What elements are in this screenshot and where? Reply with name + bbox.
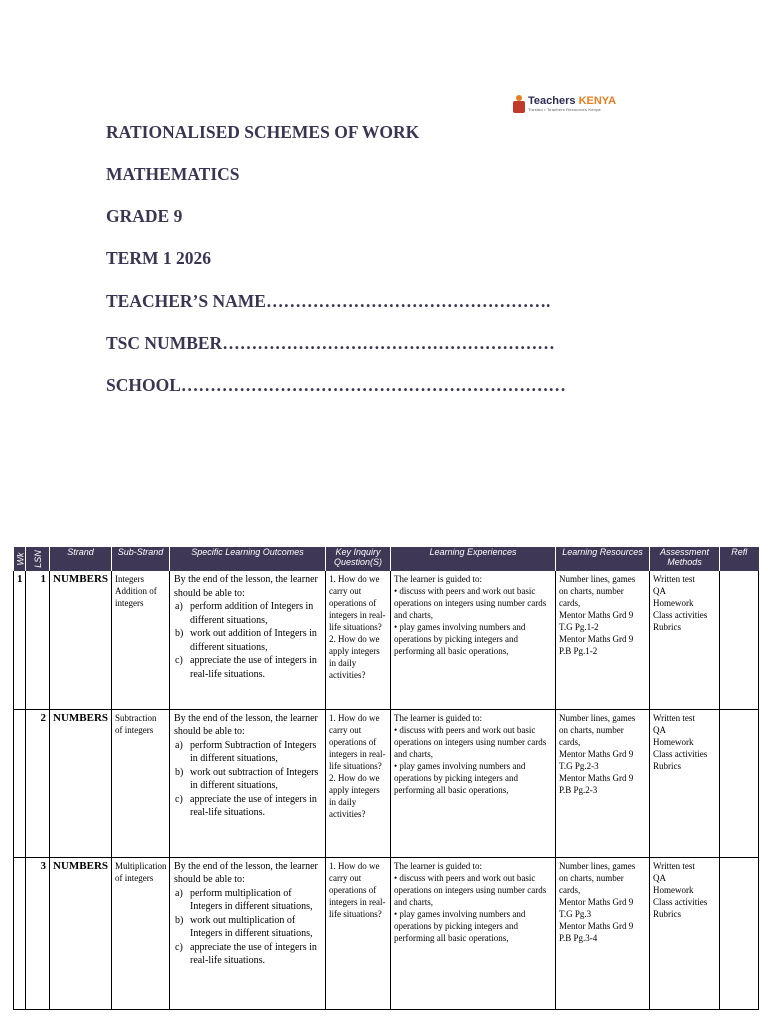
outcome-item: perform addition of Integers in different situations, — [190, 601, 314, 626]
cell-inquiry: 1. How do we carry out operations of integers in real-life situations? 2. How do we apply integers in daily activities? — [326, 571, 391, 709]
cell-reflection — [720, 857, 759, 1009]
cell-strand: NUMBERS — [50, 857, 112, 1009]
cell-strand: NUMBERS — [50, 571, 112, 709]
doc-subject: MATHEMATICS — [106, 164, 240, 184]
header-wk: Wk — [14, 547, 26, 571]
cell-resources: Number lines, games on charts, number cards, Mentor Maths Grd 9 T.G Pg.3 Mentor Maths Grd 9 P.B Pg.3-4 — [556, 857, 650, 1009]
scheme-table-container — [13, 547, 758, 1010]
outcomes-intro: By the end of the lesson, the learner should be able to: — [174, 574, 318, 599]
tsc-number-line: TSC NUMBER………………………………………………… — [106, 333, 555, 353]
cell-week: 1 — [14, 571, 26, 709]
cell-week — [14, 709, 26, 857]
outcome-item: perform multiplication of Integers in different situations, — [190, 887, 313, 912]
cell-lesson: 3 — [26, 857, 50, 1009]
cell-week — [14, 857, 26, 1009]
outcome-item: appreciate the use of integers in real-life situations. — [190, 793, 317, 818]
header-experiences: Learning Experiences — [391, 547, 556, 571]
scheme-of-work-table — [13, 547, 759, 1010]
cell-lesson: 2 — [26, 709, 50, 857]
cell-strand: NUMBERS — [50, 709, 112, 857]
header-assessment: Assessment Methods — [650, 547, 720, 571]
cell-outcomes — [170, 709, 326, 857]
table-row — [14, 709, 759, 857]
doc-grade: GRADE 9 — [106, 206, 183, 226]
logo-brand: Teachers KENYA — [528, 95, 617, 107]
teacher-name-line: TEACHER’S NAME…………………………………………. — [106, 291, 551, 311]
cell-outcomes — [170, 571, 326, 709]
outcome-item: perform Subtraction of Integers in different situations, — [190, 739, 317, 764]
cell-reflection — [720, 571, 759, 709]
cell-experiences: The learner is guided to: • discuss with peers and work out basic operations on integers using number cards and charts, • play games involving numbers and operations by picking integers and performing all basic operations, — [391, 571, 556, 709]
cell-outcomes — [170, 857, 326, 1009]
cell-inquiry: 1. How do we carry out operations of integers in real-life situations? — [326, 857, 391, 1009]
cell-assessment: Written test QA Homework Class activities Rubrics — [650, 857, 720, 1009]
cell-resources: Number lines, games on charts, number cards, Mentor Maths Grd 9 T.G Pg.1-2 Mentor Maths Grd 9 P.B Pg.1-2 — [556, 571, 650, 709]
teachers-kenya-logo — [513, 93, 623, 115]
cell-resources: Number lines, games on charts, number cards, Mentor Maths Grd 9 T.G Pg.2-3 Mentor Maths Grd 9 P.B Pg.2-3 — [556, 709, 650, 857]
header-resources: Learning Resources — [556, 547, 650, 571]
school-line: SCHOOL………………………………………………………… — [106, 375, 566, 395]
header-refl: Refl — [720, 547, 759, 571]
cell-sub-strand: Subtraction of integers — [112, 709, 170, 857]
outcome-item: appreciate the use of integers in real-life situations. — [190, 655, 317, 680]
header-inquiry: Key Inquiry Question(S) — [326, 547, 391, 571]
outcome-item: appreciate the use of integers in real-life situations. — [190, 941, 317, 966]
table-row — [14, 857, 759, 1009]
outcome-item: work out addition of Integers in different situations, — [190, 628, 317, 653]
outcome-item: work out multiplication of Integers in different situations, — [190, 914, 313, 939]
table-row — [14, 571, 759, 709]
cell-assessment: Written test QA Homework Class activities Rubrics — [650, 571, 720, 709]
header-outcomes: Specific Learning Outcomes — [170, 547, 326, 571]
cell-reflection — [720, 709, 759, 857]
header-lsn: LSN — [26, 547, 50, 571]
cell-sub-strand: Multiplication of integers — [112, 857, 170, 1009]
cell-experiences: The learner is guided to: • discuss with peers and work out basic operations on integers using number cards and charts, • play games involving numbers and operations by picking integers and performing all basic operations, — [391, 709, 556, 857]
cell-lesson: 1 — [26, 571, 50, 709]
cell-inquiry: 1. How do we carry out operations of integers in real-life situations? 2. How do we apply integers in daily activities? — [326, 709, 391, 857]
logo-tagline: Trusted • Teachers Resources Kenya — [528, 107, 601, 112]
outcomes-intro: By the end of the lesson, the learner should be able to: — [174, 860, 318, 885]
cell-assessment: Written test QA Homework Class activities Rubrics — [650, 709, 720, 857]
logo-teacher-icon — [513, 95, 525, 113]
cell-experiences: The learner is guided to: • discuss with peers and work out basic operations on integers using number cards and charts, • play games involving numbers and operations by picking integers and performing all basic operations, — [391, 857, 556, 1009]
header-sub-strand: Sub-Strand — [112, 547, 170, 571]
table-header-row — [14, 547, 759, 571]
outcome-item: work out subtraction of Integers in different situations, — [190, 766, 319, 791]
doc-title: RATIONALISED SCHEMES OF WORK — [106, 122, 420, 142]
outcomes-intro: By the end of the lesson, the learner should be able to: — [174, 712, 318, 737]
doc-term: TERM 1 2026 — [106, 248, 211, 268]
header-strand: Strand — [50, 547, 112, 571]
cell-sub-strand: Integers Addition of integers — [112, 571, 170, 709]
